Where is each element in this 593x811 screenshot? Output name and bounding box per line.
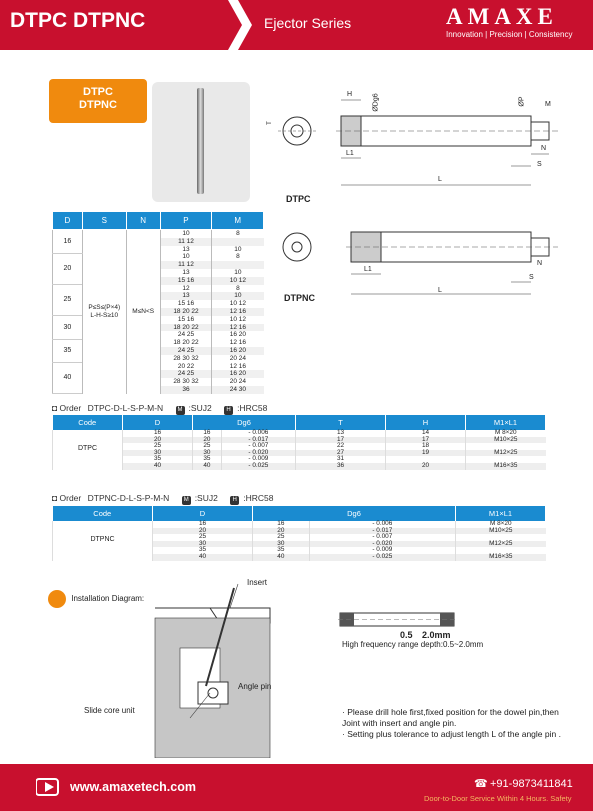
brand-logo: AMAXE (446, 4, 558, 29)
table-cell: - 0.006 (221, 430, 295, 437)
spec-header: T (296, 415, 386, 430)
dtpnc-label: DTPNC (284, 293, 315, 303)
table-cell: 14 (386, 430, 466, 437)
table-cell: - 0.017 (309, 528, 455, 535)
warning-icon (48, 590, 66, 608)
m-cell: 10 (212, 246, 264, 254)
p-cell: 11 12 (160, 261, 212, 269)
table-cell: 22 (296, 443, 386, 450)
p-cell: 15 16 (160, 300, 212, 308)
p-cell: 13 (160, 292, 212, 300)
m-cell: 10 (212, 292, 264, 300)
table-cell: 35 (123, 456, 193, 463)
installation-notes (342, 707, 577, 740)
dtpc-spec-table (52, 415, 546, 470)
hf-caption: High frequency range depth:0.5~2.0mm (342, 640, 484, 649)
material-icon: M (177, 407, 183, 413)
m-cell: 20 24 (212, 378, 264, 386)
d-cell: 30 (53, 316, 83, 339)
order-dtpnc (52, 493, 273, 505)
table-cell: 17 (296, 437, 386, 444)
d-cell: 25 (53, 285, 83, 316)
table-cell: 31 (296, 456, 386, 463)
m-cell: 16 20 (212, 370, 264, 378)
product-badge (49, 79, 147, 123)
hf-b: 2.0mm (422, 630, 451, 640)
table-cell: 25 (153, 534, 253, 541)
table-cell: 30 (123, 450, 193, 457)
s-rule: P≤S≤(P×4) L-H-S≥10 (82, 230, 126, 394)
table-cell: M16×35 (456, 554, 546, 561)
badge-line-1: DTPC (83, 86, 113, 98)
table-cell: 20 (253, 528, 310, 535)
table-cell: 36 (296, 463, 386, 470)
m-cell: 8 (212, 230, 264, 238)
p-cell: 28 30 32 (160, 378, 212, 386)
dim-m: M (545, 101, 551, 108)
m-cell: 10 12 (212, 316, 264, 324)
table-cell: M16×35 (466, 463, 546, 470)
dim-p: ØP (518, 96, 526, 107)
p-cell: 18 20 22 (160, 308, 212, 316)
p-cell: 20 22 (160, 363, 212, 371)
dim-n: N (541, 145, 547, 152)
table-row (53, 456, 546, 463)
table-cell: 30 (153, 541, 253, 548)
m-cell: 8 (212, 253, 264, 261)
table-cell: - 0.007 (309, 534, 455, 541)
hf-a: 0.5 (400, 630, 413, 640)
m-cell: 12 16 (212, 308, 264, 316)
table-cell: 30 (253, 541, 310, 548)
table-cell: 13 (296, 430, 386, 437)
table-row (53, 450, 546, 457)
col-d: D (53, 212, 83, 230)
ejector-pin-image (197, 88, 204, 194)
m-cell: 8 (212, 285, 264, 293)
table-cell: 20 (386, 463, 466, 470)
material: :SUJ2 (188, 403, 212, 413)
table-cell: - 0.009 (221, 456, 295, 463)
m-cell: 20 24 (212, 355, 264, 363)
spec-header: M1×L1 (466, 415, 546, 430)
installation-diagram (110, 578, 280, 758)
m-cell (212, 238, 264, 246)
dtpnc-dim-l: L (438, 287, 442, 294)
table-cell: 18 (386, 443, 466, 450)
p-cell: 13 (160, 269, 212, 277)
n-rule: M≤N<S (126, 230, 160, 394)
p-cell: 15 16 (160, 277, 212, 285)
table-cell: 35 (153, 547, 253, 554)
table-cell: 27 (296, 450, 386, 457)
m-cell: 16 20 (212, 347, 264, 355)
p-cell: 18 20 22 (160, 339, 212, 347)
col-p: P (160, 212, 212, 230)
header-chevron-icon (228, 0, 252, 50)
hardness: :HRC58 (243, 493, 274, 503)
p-cell: 18 20 22 (160, 324, 212, 332)
order-code: DTPNC-D-L-S-P-M-N (87, 493, 170, 503)
table-cell: 16 (123, 430, 193, 437)
dtpc-label: DTPC (286, 194, 311, 204)
m-cell (212, 261, 264, 269)
cursor-icon (36, 776, 62, 798)
hardness: :HRC58 (237, 403, 268, 413)
d-cell: 40 (53, 363, 83, 394)
table-cell: - 0.009 (309, 547, 455, 554)
table-cell: 16 (193, 430, 222, 437)
col-s: S (82, 212, 126, 230)
table-cell: M 8×20 (466, 430, 546, 437)
p-cell: 24 25 (160, 347, 212, 355)
badge-line-2: DTPNC (79, 99, 117, 111)
table-cell: 19 (386, 450, 466, 457)
order-dtpc (52, 403, 267, 415)
spec-header: Dg6 (253, 506, 456, 521)
table-row (53, 443, 546, 450)
table-cell: M12×25 (456, 541, 546, 548)
table-row (53, 430, 546, 437)
page-footer (0, 764, 593, 811)
p-cell: 10 (160, 253, 212, 261)
dim-s: S (537, 161, 542, 168)
table-cell: 40 (153, 554, 253, 561)
dim-dg6: ØDg6 (372, 93, 380, 112)
phone-icon: ☎ (474, 778, 488, 790)
p-cell: 12 (160, 285, 212, 293)
p-cell: 36 (160, 386, 212, 394)
p-cell: 13 (160, 246, 212, 254)
table-cell: 35 (253, 547, 310, 554)
table-row (53, 521, 546, 528)
table-cell: 40 (123, 463, 193, 470)
order-icon: ◘ (52, 403, 58, 413)
hardness-icon: H (230, 496, 239, 505)
insert-label: Insert (247, 578, 268, 587)
table-cell: - 0.025 (221, 463, 295, 470)
table-cell: 16 (253, 521, 310, 528)
table-row (53, 437, 546, 444)
dim-row (53, 230, 264, 238)
page-header (0, 0, 593, 50)
dim-h: H (347, 91, 353, 98)
table-cell: - 0.025 (309, 554, 455, 561)
material: :SUJ2 (194, 493, 218, 503)
col-n: N (126, 212, 160, 230)
spec-header: Code (53, 506, 153, 521)
dtpnc-dim-s: S (529, 274, 534, 281)
table-cell: - 0.017 (221, 437, 295, 444)
note-1: · Please drill hole first,fixed position for the dowel pin,then Joint with insert and angle pin. (342, 707, 559, 728)
p-cell: 28 30 32 (160, 355, 212, 363)
table-cell: - 0.006 (309, 521, 455, 528)
dtpnc-dim-l1: L1 (364, 266, 372, 273)
table-cell: 25 (253, 534, 310, 541)
spec-header: M1×L1 (456, 506, 546, 521)
angle-pin-label: Angle pin (238, 682, 272, 691)
d-cell: 20 (53, 253, 83, 284)
p-cell: 11 12 (160, 238, 212, 246)
m-cell: 12 16 (212, 324, 264, 332)
table-cell: 20 (193, 437, 222, 444)
spec-header: Code (53, 415, 123, 430)
order-icon: ◘ (52, 493, 58, 503)
code-cell: DTPNC (53, 521, 153, 561)
table-cell: 25 (193, 443, 222, 450)
m-cell: 24 30 (212, 386, 264, 394)
table-cell: 30 (193, 450, 222, 457)
table-cell: 25 (123, 443, 193, 450)
col-m: M (212, 212, 264, 230)
table-cell: M10×25 (466, 437, 546, 444)
m-cell: 10 12 (212, 277, 264, 285)
table-cell: M 8×20 (456, 521, 546, 528)
p-cell: 24 25 (160, 331, 212, 339)
page-title: DTPC DTPNC (10, 9, 146, 32)
p-cell: 15 16 (160, 316, 212, 324)
table-cell: 40 (193, 463, 222, 470)
table-cell: - 0.020 (309, 541, 455, 548)
table-cell: 16 (153, 521, 253, 528)
material-icon: M (183, 497, 189, 503)
code-cell: DTPC (53, 430, 123, 470)
slide-core-label: Slide core unit (84, 706, 135, 715)
website-link[interactable]: www.amaxetech.com (70, 780, 196, 794)
order-prefix: Order (59, 403, 82, 413)
dtpnc-spec-table (52, 506, 546, 561)
table-row (53, 463, 546, 470)
table-cell: - 0.007 (221, 443, 295, 450)
table-cell: 40 (253, 554, 310, 561)
dim-l: L (438, 176, 442, 183)
hardness-icon: H (224, 406, 233, 415)
dim-l1: L1 (346, 150, 354, 157)
hf-pin-diagram (338, 608, 458, 632)
table-cell: 35 (193, 456, 222, 463)
d-cell: 16 (53, 230, 83, 254)
m-cell: 12 16 (212, 339, 264, 347)
dimension-table (52, 211, 264, 394)
table-cell: - 0.020 (221, 450, 295, 457)
note-2: · Setting plus tolerance to adjust length L of the angle pin . (342, 729, 561, 739)
m-cell: 10 12 (212, 300, 264, 308)
spec-header: D (123, 415, 193, 430)
installation-title: Installation Diagram: (71, 594, 145, 604)
p-cell: 24 25 (160, 370, 212, 378)
table-cell: 17 (386, 437, 466, 444)
spec-header: D (153, 506, 253, 521)
brand-tagline: Innovation | Precision | Consistency (446, 30, 573, 39)
table-cell: 20 (123, 437, 193, 444)
spec-header: H (386, 415, 466, 430)
service-note: Door-to-Door Service Within 4 Hours. Safety (424, 794, 572, 803)
p-cell: 10 (160, 230, 212, 238)
order-prefix: Order (59, 493, 82, 503)
table-cell: M10×25 (456, 528, 546, 535)
order-code: DTPC-D-L-S-P-M-N (87, 403, 164, 413)
table-cell: 20 (153, 528, 253, 535)
dtpnc-dim-n: N (537, 260, 543, 267)
m-cell: 12 16 (212, 363, 264, 371)
dtpnc-drawing (268, 222, 568, 302)
m-cell: 10 (212, 269, 264, 277)
series-label: Ejector Series (264, 15, 352, 31)
m-cell: 16 20 (212, 331, 264, 339)
d-cell: 35 (53, 339, 83, 362)
phone-number[interactable]: +91-9873411841 (490, 778, 573, 790)
spec-header: Dg6 (193, 415, 296, 430)
table-cell: M12×25 (466, 450, 546, 457)
dim-t: T (266, 121, 273, 125)
